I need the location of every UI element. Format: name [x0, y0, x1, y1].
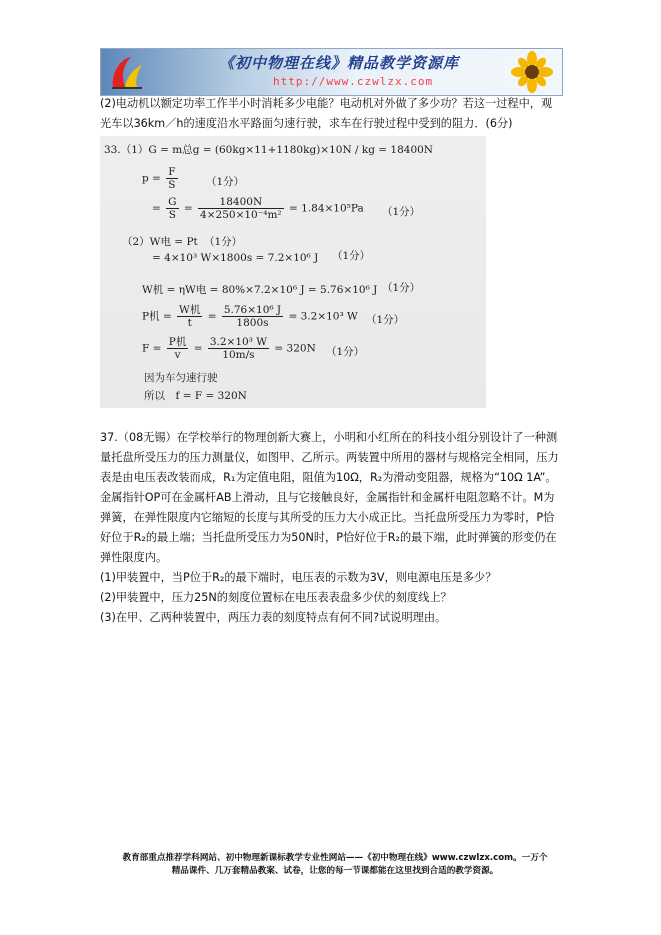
solution-line-1: 33.（1）G = m总g = (60kg×11+1180kg)×10N / kg = 18400N	[104, 144, 433, 156]
header-banner	[100, 48, 563, 96]
solution-line-3: = $\frac{G}{S}$ = $\frac{18400N}{\text{4×250×10⁻⁴m²}}$ = 1.84×10⁵Pa	[152, 196, 364, 221]
question-37	[100, 428, 564, 628]
solution-line-6: W机 = ηW电 = 80%×7.2×10⁶ J = 5.76×10⁶ J	[142, 284, 378, 296]
score-3: （1分）	[382, 206, 421, 218]
footer-line-2: 精品课件、几万套精品教案、试卷，让您的每一节课都能在这里找到合适的教学资源。	[171, 866, 499, 876]
site-logo-icon	[109, 53, 145, 91]
score-5: （1分）	[332, 250, 371, 262]
footer-line-1: 教育部重点推荐学科网站、初中物理新课标教学专业性网站——《初中物理在线》www.czwlzx.com。一万个	[122, 853, 548, 863]
score-6: （1分）	[382, 282, 421, 294]
solution-line-7: P机 = $\frac{\text{W机}}{t}$ = $\frac{\text{5.76×10⁶ J}}{1800s}$ = 3.2×10³ W	[142, 304, 358, 329]
solution-line-4: （2）W电 = Pt	[122, 236, 198, 248]
solution-line-2: p = $\frac{F}{S}$	[142, 166, 176, 191]
question-37-sub-3: (3)在甲、乙两种装置中，两压力表的刻度特点有何不同?试说明理由。	[100, 611, 447, 624]
question-37-sub-2: (2)甲装置中，压力25N的刻度位置标在电压表表盘多少伏的刻度线上？	[100, 591, 452, 604]
solution-line-10: 所以 f = F = 320N	[144, 390, 247, 402]
sunflower-icon	[496, 51, 556, 93]
score-2: （1分）	[206, 176, 245, 188]
question-part-2: (2)电动机以额定功率工作半小时消耗多少电能？电动机对外做了多少功？若这一过程中，观光车以36km／h的速度沿水平路面匀速行驶，求车在行驶过程中受到的阻力．(6分)	[100, 97, 553, 130]
score-4: （1分）	[204, 236, 243, 248]
banner-url[interactable]: http://www.czwlzx.com	[273, 75, 434, 88]
solution-line-8: F = $\frac{\text{P机}}{v}$ = $\frac{\text{3.2×10³ W}}{10m/s}$ = 320N	[142, 336, 316, 361]
banner-title: 《初中物理在线》精品教学资源库	[219, 54, 460, 72]
solution-line-5: = 4×10³ W×1800s = 7.2×10⁶ J	[152, 252, 319, 264]
solution-image	[100, 136, 486, 408]
page-footer	[100, 852, 570, 878]
score-7: （1分）	[366, 314, 405, 326]
solution-line-9: 因为车匀速行驶	[144, 372, 218, 384]
question-37-body: 37.（08无锡）在学校举行的物理创新大赛上，小明和小红所在的科技小组分别设计了一种测量托盘所受压力的压力测量仪，如图甲、乙所示。两装置中所用的器材与规格完全相同，压力表是由电压表改装而成，R₁为定值电阻，阻值为10Ω，R₂为滑动变阻器，规格为“10Ω 1A”。金属指针OP可在金属杆AB上滑动，且与它接触良好，金属指针和金属杆电阻忽略不计。M为弹簧，在弹性限度内它缩短的长度与其所受的压力大小成正比。当托盘所受压力为零时，P恰好位于R₂的最上端；当托盘所受压力为50N时，P恰好位于R₂的最下端，此时弹簧的形变仍在弹性限度内。	[100, 431, 559, 564]
score-8: （1分）	[326, 346, 365, 358]
question-37-sub-1: (1)甲装置中，当P位于R₂的最下端时，电压表的示数为3V，则电源电压是多少？	[100, 571, 497, 584]
